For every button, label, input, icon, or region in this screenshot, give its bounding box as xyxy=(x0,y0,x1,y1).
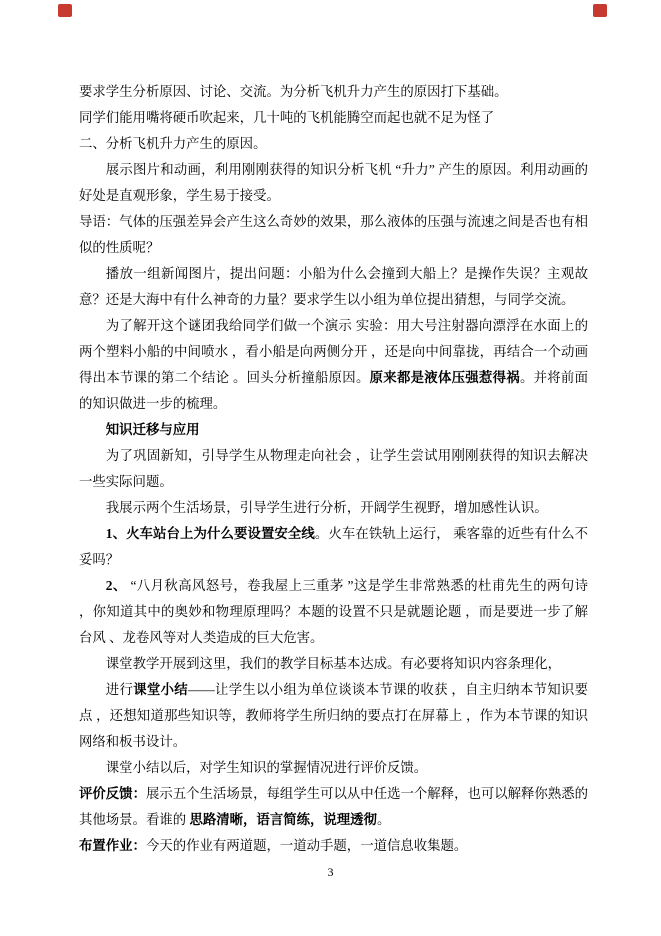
paragraph xyxy=(79,781,588,833)
bold-text-run: 课堂小结 xyxy=(133,682,188,697)
text-run: 我展示两个生活场景，引导学生进行分析，开阔学生视野，增加感性认识。 xyxy=(105,500,548,515)
text-run: 课堂小结以后，对学生知识的掌握情况进行评价反馈。 xyxy=(105,760,428,775)
bold-text-run: 1、火车站台上为什么要设置安全线 xyxy=(105,526,315,541)
paragraph xyxy=(79,79,588,105)
text-run: 。 xyxy=(376,812,391,827)
page-number: 3 xyxy=(327,865,334,879)
corner-mark-left-icon xyxy=(58,4,72,17)
paragraph xyxy=(79,157,588,209)
bold-text-run: 评价反馈： xyxy=(79,786,146,801)
paragraph xyxy=(79,261,588,313)
paragraph xyxy=(79,755,588,781)
text-run: “八月秋高风怒号，卷我屋上三重茅 ”这是学生非常熟悉的杜甫先生的两句诗 ，你知道其中的奥妙和物理原理吗？本题的设置不只是就题论题 ，而是要进一步了解台风 、龙卷风等对人类造成的巨大危害。 xyxy=(79,578,588,645)
paragraph xyxy=(79,131,588,157)
text-run: 二、分析飞机升力产生的原因。 xyxy=(79,136,267,151)
corner-mark-right-icon xyxy=(593,4,607,17)
paragraph xyxy=(79,833,588,859)
paragraph xyxy=(79,521,588,573)
text-run: 为了解开这个谜团我给同学们做一个演示 实验：用大号注射器向漂浮在水面上的两个塑料小船的中间喷水 ，看小船是向两侧分开 ，还是向中间靠拢，再结合一个动画得出本节课的第二个结论 。回头分析撞船原因。 xyxy=(79,318,588,385)
paragraph xyxy=(79,313,588,417)
paragraph xyxy=(79,443,588,495)
text-run: 今天的作业有两道题，一道动手题，一道信息收集题。 xyxy=(145,838,468,853)
text-run: 展示五个生活场景，每组学生可以从中任选一个解释，也可以解释你熟悉的其他场景。看谁的 xyxy=(79,786,589,827)
text-run: ——让学生以小组为单位谈谈本节课的收获 ，自主归纳本节知识要点 ，还想知道那些知识等，教师将学生所归纳的要点打在屏幕上 ，作为本节课的知识网络和板书设计。 xyxy=(79,682,589,749)
paragraph xyxy=(79,105,588,131)
document-body xyxy=(79,79,588,859)
text-run: 要求学生分析原因、讨论、交流。为分析飞机升力产生的原因打下基础。 xyxy=(79,84,508,99)
paragraph xyxy=(79,651,588,677)
text-run: 课堂教学开展到这里，我们的教学目标基本达成。有必要将知识内容条理化， xyxy=(105,656,562,671)
bold-text-run: 布置作业： xyxy=(79,838,146,853)
bold-text-run: 知识迁移与应用 xyxy=(105,422,200,437)
text-run: 同学们能用嘴将硬币吹起来，几十吨的飞机能腾空而起也就不足为怪了 xyxy=(79,110,495,125)
paragraph xyxy=(79,573,588,651)
text-run: 为了巩固新知，引导学生从物理走向社会 ，让学生尝试用刚刚获得的知识去解决一些实际问题。 xyxy=(79,448,588,489)
bold-text-run: 原来都是液体压强惹得祸 xyxy=(369,370,520,385)
paragraph xyxy=(79,677,588,755)
text-run: 进行 xyxy=(105,682,134,697)
text-run: 播放一组新闻图片，提出问题：小船为什么会撞到大船上？是操作失误？主观故意？还是大海中有什么神奇的力量？要求学生以小组为单位提出猜想，与同学交流。 xyxy=(79,266,588,307)
paragraph xyxy=(79,495,588,521)
text-run: 导语：气体的压强差异会产生这么奇妙的效果，那么液体的压强与流速之间是否也有相似的性质呢？ xyxy=(79,214,588,255)
bold-text-run: 思路清晰，语言简练，说理透彻 xyxy=(189,812,377,827)
text-run: 。并将前面的知识做进一步的梳理。 xyxy=(79,370,588,411)
bold-text-run: 2、 xyxy=(105,578,127,593)
text-run: 。火车在铁轨上运行， 乘客靠的近些有什么不妥吗？ xyxy=(79,526,588,567)
paragraph xyxy=(79,209,588,261)
paragraph xyxy=(79,417,588,443)
text-run: 展示图片和动画，利用刚刚获得的知识分析飞机 “升力” 产生的原因。利用动画的好处是直观形象，学生易于接受。 xyxy=(79,162,588,203)
